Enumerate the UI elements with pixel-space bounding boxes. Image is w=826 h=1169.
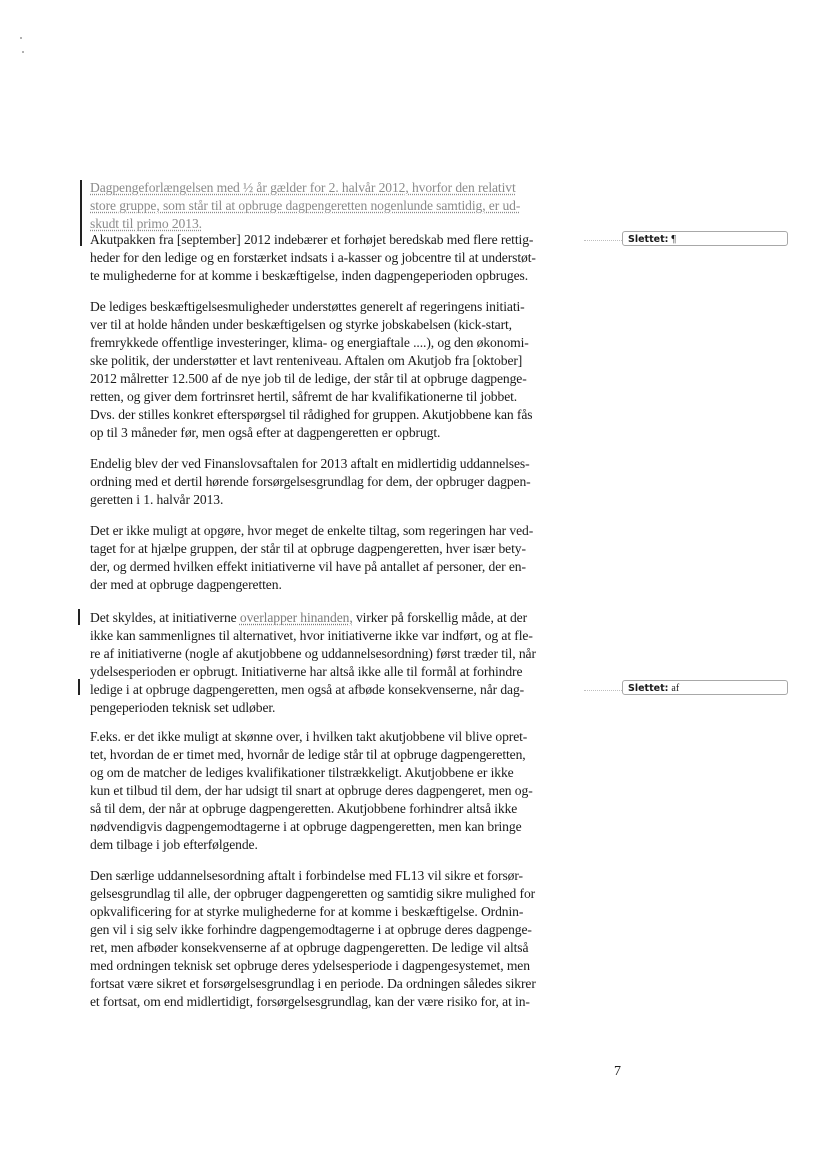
comment-leader-line [584, 240, 622, 241]
scan-speck [22, 51, 24, 53]
text-line: gen vil i sig selv ikke forhindre dagpengemodtagerne i at opbruge deres dagpenge- [90, 922, 532, 937]
comment-label: Slettet: [628, 683, 669, 694]
text-line: kun et tilbud til dem, der har udsigt til snart at opbruge deres dagpengeret, men og- [90, 783, 533, 798]
text-line: store gruppe, som står til at opbruge dagpengeretten nogenlunde samtidig, er ud- [90, 198, 521, 213]
text-line: ydelsesperioden er opbrugt. Initiativerne har altså ikke alle til formål at forhindre [90, 664, 523, 679]
text-line: re af initiativerne (nogle af akutjobbene og uddannelsesordning) først træder til, når [90, 646, 536, 661]
text-line: Endelig blev der ved Finanslovsaftalen for 2013 aftalt en midlertidig uddannelses- [90, 456, 530, 471]
paragraph-skyldes [90, 609, 582, 717]
text-line: op til 3 måneder før, men også efter at dagpengeretten er opbrugt. [90, 425, 441, 440]
deletion-comment-balloon[interactable] [622, 680, 788, 695]
text-line: Dagpengeforlængelsen med ½ år gælder for 2. halvår 2012, hvorfor den relativt [90, 180, 516, 195]
text-line: ret, men afbøder konsekvenserne af at opbruge dagpengeretten. De ledige vil altså [90, 940, 529, 955]
comment-label: Slettet: [628, 234, 669, 245]
text-line: te mulighederne for at komme i beskæftigelse, inden dagpengeperioden opbruges. [90, 268, 529, 283]
change-bar [78, 609, 80, 625]
text-line: Den særlige uddannelsesordning aftalt i forbindelse med FL13 vil sikre et forsør- [90, 868, 523, 883]
text-line: heder for den ledige og en forstærket indsats i a-kasser og jobcentre til at understøt- [90, 250, 536, 265]
text-line: F.eks. er det ikke muligt at skønne over, i hvilken takt akutjobbene vil blive opret- [90, 729, 528, 744]
text-line: nødvendigvis dagpengemodtagerne i at opbruge dagpengeretten, men kan bringe [90, 819, 522, 834]
text-line: fremrykkede offentlige investeringer, klima- og energiaftale ....), og den økonomi- [90, 335, 529, 350]
text-line: der, og dermed hvilken effekt initiativerne vil have på antallet af personer, der en- [90, 559, 526, 574]
text-line: geretten i 1. halvår 2013. [90, 492, 224, 507]
paragraph-finanslov [90, 455, 582, 509]
text-segment: Det skyldes, at initiativerne [90, 610, 240, 625]
text-line: retten, og giver dem fortrinsret hertil, såfremt de har kvalifikationerne til jobbet. [90, 389, 518, 404]
text-line: ver til at holde hånden under beskæftigelsen og styrke jobskabelsen (kick-start, [90, 317, 512, 332]
text-line: tet, hvordan de er timet med, hvornår de ledige står til at opbruge dagpengeretten, [90, 747, 526, 762]
text-line: ordning med et dertil hørende forsørgelsesgrundlag for dem, der opbruger dagpen- [90, 474, 531, 489]
comment-leader-line [584, 690, 622, 691]
change-bar [80, 180, 82, 246]
scan-speck [20, 37, 22, 39]
text-line: ske politik, der understøtter et lavt renteniveau. Aftalen om Akutjob fra [oktober] [90, 353, 523, 368]
text-line: gelsesgrundlag til alle, der opbruger dagpengeretten og samtidig sikre mulighed for [90, 886, 536, 901]
comment-value: ¶ [671, 234, 676, 245]
comment-value: af [671, 683, 680, 694]
paragraph-beskaeftigelse [90, 298, 582, 442]
text-line: Akutpakken fra [september] 2012 indebærer et forhøjet beredskab med flere rettig- [90, 232, 534, 247]
text-line: ledige i at opbruge dagpengeretten, men også at afbøde konsekvenserne, når dag- [90, 682, 525, 697]
paragraph-uddannelsesordning [90, 867, 582, 1011]
paragraph-opgoere [90, 522, 582, 594]
text-line: pengeperioden teknisk set udløber. [90, 700, 276, 715]
paragraph-akutpakken [90, 231, 582, 285]
text-line: et fortsat, om end midlertidigt, forsørgelsesgrundlag, kan der være risiko for, at in- [90, 994, 530, 1009]
deletion-comment-balloon[interactable] [622, 231, 788, 246]
text-line: og om de matcher de lediges kvalifikationer tilstrækkeligt. Akutjobbene er ikke [90, 765, 514, 780]
text-line: så til dem, der når at opbruge dagpengeretten. Akutjobbene forhindrer altså ikke [90, 801, 518, 816]
text-line: skudt til primo 2013. [90, 216, 202, 231]
inserted-text: overlapper hinanden, [239, 610, 353, 625]
page-number: 7 [614, 1064, 621, 1079]
text-line: fortsat være sikret et forsørgelsesgrundlag i en periode. Da ordningen således sikrer [90, 976, 536, 991]
text-line: ikke kan sammenlignes til alternativet, hvor initiativerne ikke var indført, og at fle- [90, 628, 533, 643]
text-line: dem tilbage i job efterfølgende. [90, 837, 258, 852]
text-line: 2012 målretter 12.500 af de nye job til de ledige, der står til at opbruge dagpenge- [90, 371, 527, 386]
paragraph-feks [90, 728, 582, 854]
text-line: De lediges beskæftigelsesmuligheder understøttes generelt af regeringens initiati- [90, 299, 525, 314]
text-line: opkvalificering for at styrke mulighederne for at komme i beskæftigelse. Ordnin- [90, 904, 524, 919]
inserted-paragraph [90, 179, 582, 233]
text-line: taget for at hjælpe gruppen, der står til at opbruge dagpengeretten, hver især bety- [90, 541, 526, 556]
text-line: Det er ikke muligt at opgøre, hvor meget de enkelte tiltag, som regeringen har ved- [90, 523, 534, 538]
text-line: der med at opbruge dagpengeretten. [90, 577, 282, 592]
text-line: med ordningen teknisk set opbruge deres ydelsesperiode i dagpengesystemet, men [90, 958, 530, 973]
text-line: Dvs. der stilles konkret efterspørgsel til rådighed for gruppen. Akutjobbene kan fås [90, 407, 533, 422]
text-segment: virker på forskellig måde, at der [352, 610, 528, 625]
change-bar [78, 679, 80, 695]
text-line [90, 609, 582, 627]
